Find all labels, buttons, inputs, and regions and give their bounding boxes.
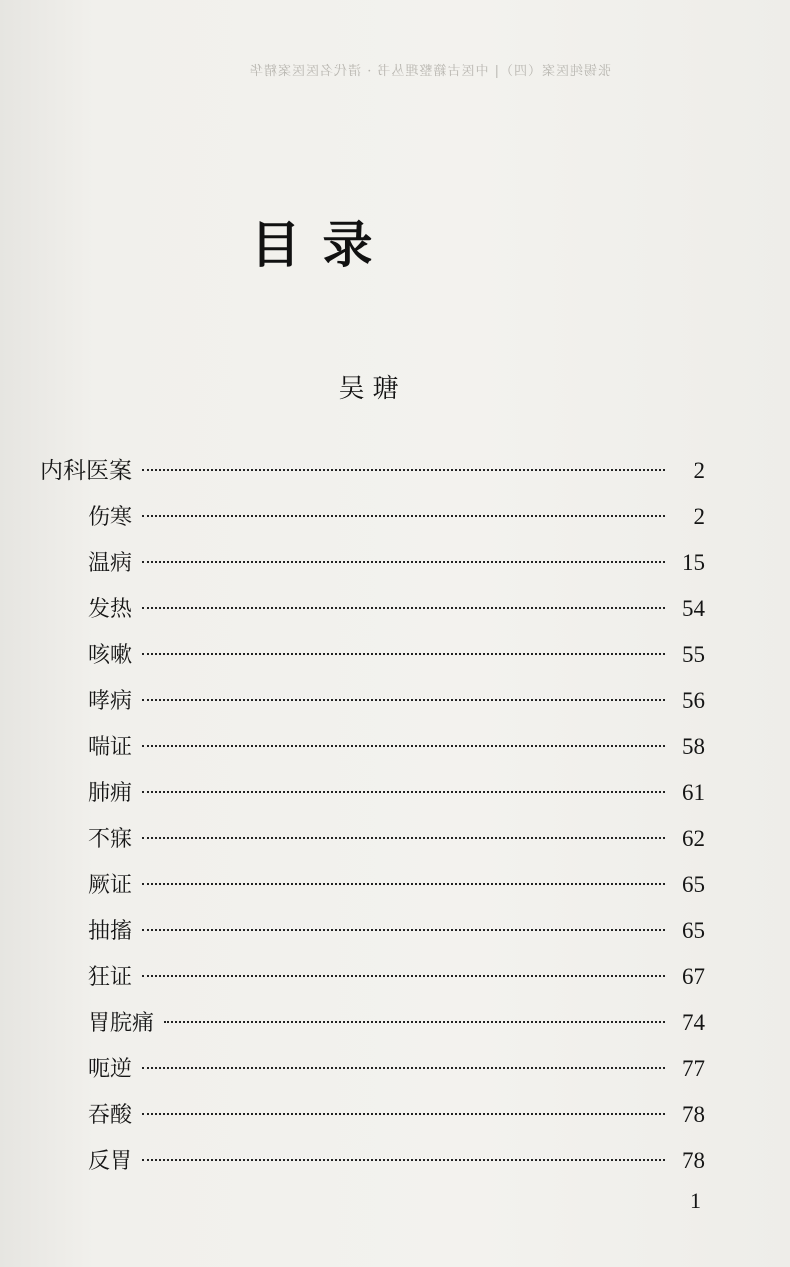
dot-leader (142, 699, 665, 701)
toc-entry-label: 发热 (88, 597, 133, 622)
dot-leader (142, 607, 665, 609)
toc-entry-label: 温病 (88, 551, 133, 576)
toc-entry[interactable] (88, 1053, 705, 1085)
toc-entry[interactable] (88, 869, 705, 901)
dot-leader (142, 837, 665, 839)
toc-entry-page: 15 (682, 550, 705, 575)
toc-entry-label: 呃逆 (88, 1057, 133, 1082)
toc-entry-label: 抽搐 (88, 919, 133, 944)
toc-entry-page: 56 (682, 688, 705, 713)
toc-entry-label: 吞酸 (88, 1103, 133, 1128)
toc-entry-page: 65 (682, 872, 705, 897)
dot-leader (142, 791, 665, 793)
toc-entry[interactable] (88, 639, 705, 671)
toc-entry[interactable] (88, 731, 705, 763)
toc-entry[interactable] (88, 1099, 705, 1131)
toc-entry-page: 61 (682, 780, 705, 805)
toc-entry-page: 55 (682, 642, 705, 667)
toc-entry-label: 喘证 (88, 735, 133, 760)
toc-entry[interactable] (88, 1145, 705, 1177)
toc-entry-label: 胃脘痛 (88, 1011, 155, 1036)
toc-entry-page: 2 (693, 504, 705, 529)
toc-entry-label: 伤寒 (88, 505, 133, 530)
dot-leader (164, 1021, 665, 1023)
dot-leader (142, 469, 665, 471)
toc-entry-page: 65 (682, 918, 705, 943)
toc-entry-label: 哮病 (88, 689, 133, 714)
toc-section-page: 2 (693, 458, 705, 483)
toc-section-internal-medicine[interactable] (40, 455, 705, 487)
toc-entry[interactable] (88, 961, 705, 993)
page-title: 目录 (250, 215, 395, 274)
dot-leader (142, 1113, 665, 1115)
dot-leader (142, 975, 665, 977)
toc-entry[interactable] (88, 501, 705, 533)
toc-entry[interactable] (88, 1007, 705, 1039)
running-head-bleedthrough: 张锡纯医案（四）| 中医古籍整理丛书 · 清代名医医案精华 (249, 64, 611, 79)
toc-entry-label: 厥证 (88, 873, 133, 898)
toc-entry[interactable] (88, 593, 705, 625)
toc-entry-label: 肺痈 (88, 781, 133, 806)
toc-entry-label: 咳嗽 (88, 643, 133, 668)
author-name: 吴瑭 (338, 374, 407, 404)
toc-entry-page: 62 (682, 826, 705, 851)
toc-entry-label: 狂证 (88, 965, 133, 990)
dot-leader (142, 561, 665, 563)
toc-entry[interactable] (88, 547, 705, 579)
toc-entry[interactable] (88, 823, 705, 855)
dot-leader (142, 1159, 665, 1161)
toc-entry-page: 78 (682, 1102, 705, 1127)
toc-entry[interactable] (88, 915, 705, 947)
toc-entry-label: 反胃 (88, 1149, 133, 1174)
dot-leader (142, 515, 665, 517)
dot-leader (142, 929, 665, 931)
toc-entry[interactable] (88, 685, 705, 717)
toc-entry[interactable] (88, 777, 705, 809)
page-number: 1 (690, 1188, 701, 1213)
toc-entry-page: 78 (682, 1148, 705, 1173)
toc-entry-page: 74 (682, 1010, 705, 1035)
dot-leader (142, 653, 665, 655)
dot-leader (142, 745, 665, 747)
toc-entry-page: 77 (682, 1056, 705, 1081)
toc-entry-page: 67 (682, 964, 705, 989)
dot-leader (142, 883, 665, 885)
toc-section-label: 内科医案 (40, 458, 132, 484)
toc-entry-page: 58 (682, 734, 705, 759)
toc-entry-label: 不寐 (88, 827, 133, 852)
toc-entry-page: 54 (682, 596, 705, 621)
dot-leader (142, 1067, 665, 1069)
